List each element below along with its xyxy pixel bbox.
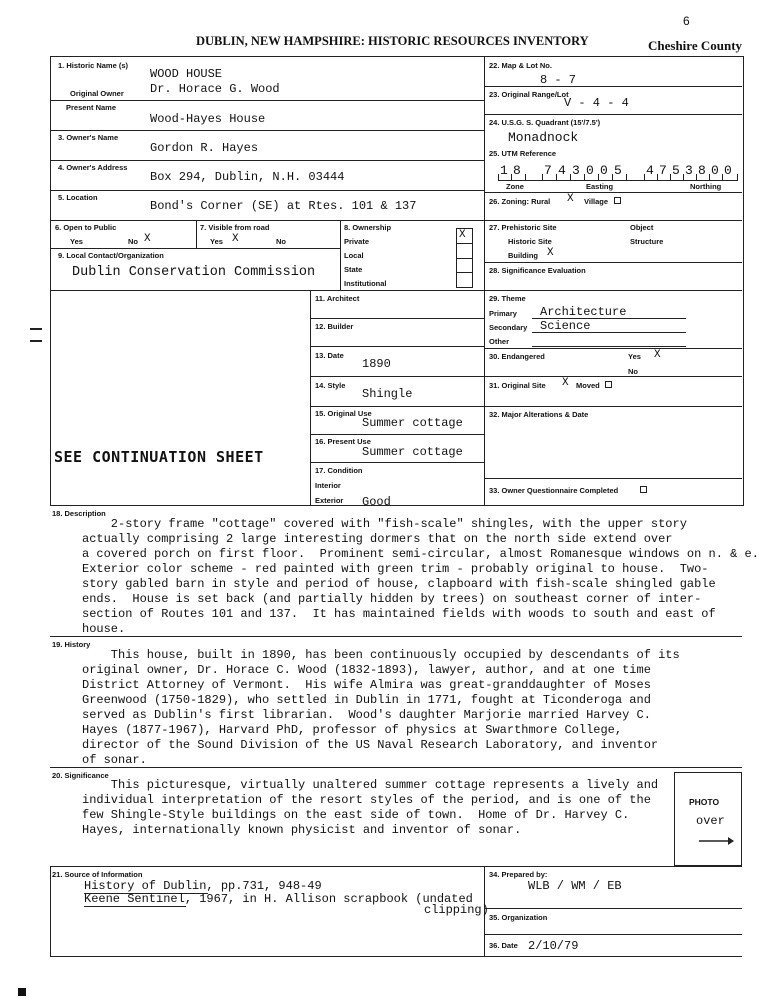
utm-tick — [644, 174, 645, 181]
utm-tick — [722, 174, 723, 181]
divider-row1 — [50, 100, 484, 101]
endangered-no: No — [628, 367, 638, 376]
ownership-mark: X — [459, 229, 466, 241]
value-exterior: Good — [362, 495, 391, 509]
label-date: 13. Date — [315, 351, 344, 360]
value-usgs-quadrant: Monadnock — [508, 130, 579, 145]
value-date-prepared: 2/10/79 — [528, 939, 579, 953]
utm-tick — [525, 174, 526, 181]
description-line: ends. House is set back (and partially hidden by trees) on southeast corner of inter- — [82, 592, 702, 606]
divider-r3 — [484, 192, 742, 193]
label-condition: 17. Condition — [315, 466, 363, 475]
open-public-mark: X — [144, 233, 151, 245]
value-present-name: Wood-Hayes House — [150, 112, 266, 126]
label-original-owner: Original Owner — [70, 89, 124, 98]
utm-northing-digit-2: 7 — [659, 163, 667, 178]
source-underline-2 — [84, 906, 186, 907]
description-line: a covered porch on first floor. Prominent semi-circular, almost Romanesque windows on n. & e. — [82, 547, 759, 561]
significance-line: individual interpretation of the resort styles of the period, and is one of the — [82, 793, 651, 807]
label-exterior: Exterior — [315, 496, 344, 505]
utm-northing-digit-5: 8 — [698, 163, 706, 178]
utm-northing-digit-1: 4 — [646, 163, 654, 178]
ownership-local: Local — [344, 251, 364, 260]
theme-other: Other — [489, 337, 510, 346]
utm-tick — [542, 174, 543, 181]
label-owners-name: 3. Owner's Name — [58, 133, 119, 142]
theme-secondary: Secondary — [489, 323, 528, 332]
photo-over: over — [696, 814, 725, 828]
divider-r10 — [484, 478, 742, 479]
divider-7-8 — [340, 220, 341, 290]
utm-zone-digit-1: 1 — [500, 163, 508, 178]
divider-row4 — [50, 190, 484, 191]
divider-bottom-top — [50, 866, 742, 867]
utm-northing-digit-3: 5 — [672, 163, 680, 178]
label-major-alterations: 32. Major Alterations & Date — [489, 410, 589, 419]
ownership-institutional: Institutional — [344, 279, 387, 288]
divider-history — [50, 767, 742, 768]
utm-zone-digit-2: 8 — [513, 163, 521, 178]
margin-mark — [30, 328, 42, 330]
label-location: 5. Location — [58, 193, 98, 202]
divider-r2 — [484, 114, 742, 115]
source-line-3: clipping) — [424, 903, 489, 917]
divider-row6 — [50, 248, 340, 249]
corner-mark — [18, 988, 26, 996]
label-present-use: 16. Present Use — [315, 437, 371, 446]
ownership-checkbox-sep1 — [456, 243, 472, 244]
significance-line: Hayes, internationally known physicist and inventor of sonar. — [82, 823, 522, 837]
visible-road-yes: Yes — [210, 237, 223, 246]
utm-northing-digit-6: 0 — [711, 163, 719, 178]
utm-tick — [626, 174, 627, 181]
page-number: 6 — [683, 14, 690, 28]
value-date: 1890 — [362, 357, 391, 371]
theme-primary-value: Architecture — [540, 305, 627, 319]
history-line: Hayes (1877-1967), Harvard PhD, professor of physics at Swarthmore College, — [82, 723, 623, 737]
visible-road-mark: X — [232, 233, 239, 245]
divider-bottom-left — [50, 866, 51, 956]
open-public-no: No — [128, 237, 138, 246]
divider-main-vertical — [484, 56, 485, 505]
endangered-yes: Yes — [628, 352, 641, 361]
label-endangered: 30. Endangered — [489, 352, 545, 361]
utm-tick — [657, 174, 658, 181]
value-owners-name: Gordon R. Hayes — [150, 141, 259, 155]
ownership-state: State — [344, 265, 363, 274]
description-line: section of Routes 101 and 137. It has maintained fields with woods to south and east of — [82, 607, 716, 621]
utm-northing-digit-7: 0 — [724, 163, 732, 178]
history-line: director of the Sound Division of the US Naval Research Laboratory, and inventor — [82, 738, 659, 752]
label-significance: 20. Significance — [52, 771, 109, 780]
utm-tick — [556, 174, 557, 181]
utm-tick — [598, 174, 599, 181]
divider-35 — [484, 934, 742, 935]
continuation-note: SEE CONTINUATION SHEET — [54, 448, 264, 466]
divider-6-7 — [196, 220, 197, 248]
label-original-range-lot: 23. Original Range/Lot — [489, 90, 569, 99]
utm-tick — [570, 174, 571, 181]
label-zoning: 26. Zoning: Rural — [489, 197, 551, 206]
divider-r8 — [484, 376, 742, 377]
utm-tick — [696, 174, 697, 181]
description-line: story gabled barn in style and period of house, clapboard with fish-scale shingled gable — [82, 577, 716, 591]
divider-r5 — [484, 262, 742, 263]
site-structure: Structure — [630, 237, 664, 246]
margin-mark — [30, 340, 42, 342]
original-site-moved: Moved — [576, 381, 600, 390]
utm-tick — [612, 174, 613, 181]
utm-easting-digit-1: 7 — [544, 163, 552, 178]
description-line: actually comprising 2 large interesting dormers that on the north side extend over — [82, 532, 673, 546]
divider-11 — [310, 318, 484, 319]
value-owners-address: Box 294, Dublin, N.H. 03444 — [150, 170, 345, 184]
visible-road-no: No — [276, 237, 286, 246]
photo-label: PHOTO — [689, 797, 720, 807]
value-historic-name: WOOD HOUSE — [150, 67, 223, 81]
utm-easting-digit-5: 0 — [600, 163, 608, 178]
utm-easting-digit-2: 4 — [558, 163, 566, 178]
divider-row2 — [50, 130, 484, 131]
utm-tick — [511, 174, 512, 181]
source-line-1: History of Dublin, pp.731, 948-49 — [84, 879, 322, 893]
value-original-range-lot: V - 4 - 4 — [564, 96, 629, 110]
utm-northing-digit-4: 3 — [685, 163, 693, 178]
history-line: District Attorney of Vermont. His wife Almira was great-granddaughter of Moses — [82, 678, 651, 692]
ownership-checkbox-sep2 — [456, 258, 472, 259]
zoning-rural-mark: X — [567, 193, 574, 205]
value-map-lot: 8 - 7 — [540, 73, 577, 87]
value-original-owner: Dr. Horace G. Wood — [150, 82, 280, 96]
site-historic: Historic Site — [508, 237, 552, 246]
divider-r7 — [484, 348, 742, 349]
utm-tick — [683, 174, 684, 181]
divider-description — [50, 636, 742, 637]
label-builder: 12. Builder — [315, 322, 354, 331]
label-original-use: 15. Original Use — [315, 409, 372, 418]
utm-easting-label: Easting — [586, 182, 614, 191]
history-line: This house, built in 1890, has been continuously occupied by descendants of its — [82, 648, 680, 662]
value-local-contact: Dublin Conservation Commission — [72, 265, 316, 280]
divider-14 — [310, 406, 484, 407]
description-line: Exterior color scheme - red painted with green trim - probably original to house. Two- — [82, 562, 709, 576]
divider-r9 — [484, 406, 742, 407]
label-organization: 35. Organization — [489, 913, 548, 922]
label-significance-evaluation: 28. Significance Evaluation — [489, 266, 586, 275]
label-map-lot: 22. Map & Lot No. — [489, 61, 552, 70]
divider-r6 — [484, 290, 742, 291]
original-site-mark: X — [562, 377, 569, 389]
label-prehistoric-site: 27. Prehistoric Site — [489, 223, 557, 232]
description-line: 2-story frame "cottage" covered with "fish-scale" shingles, with the upper story — [82, 517, 687, 531]
divider-row3 — [50, 160, 484, 161]
arrow-right-icon — [698, 834, 734, 846]
value-location: Bond's Corner (SE) at Rtes. 101 & 137 — [150, 199, 417, 213]
label-present-name: Present Name — [66, 103, 117, 112]
value-original-use: Summer cottage — [362, 416, 463, 430]
theme-primary: Primary — [489, 309, 517, 318]
label-date-prepared: 36. Date — [489, 941, 518, 950]
divider-12 — [310, 346, 484, 347]
label-utm-reference: 25. UTM Reference — [489, 149, 557, 158]
label-theme: 29. Theme — [489, 294, 526, 303]
label-source: 21. Source of Information — [52, 870, 143, 879]
label-visible-from-road: 7. Visible from road — [200, 223, 270, 232]
utm-tick — [737, 174, 738, 181]
utm-northing-label: Northing — [690, 182, 722, 191]
description-line: house. — [82, 622, 126, 636]
source-line-2: Keene Sentinel, 1967, in H. Allison scrapbook (undated — [84, 892, 473, 906]
utm-zone-label: Zone — [506, 182, 524, 191]
label-owners-address: 4. Owner's Address — [58, 163, 128, 172]
utm-tick — [584, 174, 585, 181]
label-owner-questionnaire: 33. Owner Questionnaire Completed — [489, 486, 619, 495]
zoning-village: Village — [584, 197, 609, 206]
label-description: 18. Description — [52, 509, 106, 518]
owner-questionnaire-checkbox — [640, 486, 647, 493]
label-architect: 11. Architect — [315, 294, 360, 303]
label-interior: Interior — [315, 481, 341, 490]
divider-row7 — [50, 290, 484, 291]
value-prepared-by: WLB / WM / EB — [528, 879, 622, 893]
divider-15 — [310, 434, 484, 435]
history-line: of sonar. — [82, 753, 147, 767]
divider-bottom-end — [50, 956, 742, 957]
ownership-private: Private — [344, 237, 370, 246]
history-line: served as Dublin's first librarian. Wood's daughter Marjorie married Harvey C. — [82, 708, 651, 722]
utm-easting-digit-4: 0 — [586, 163, 594, 178]
county-label: Cheshire County — [648, 38, 743, 53]
site-building: Building — [508, 251, 538, 260]
divider-34 — [484, 908, 742, 909]
utm-baseline — [498, 180, 738, 181]
divider-16 — [310, 462, 484, 463]
label-local-contact: 9. Local Contact/Organization — [58, 251, 164, 260]
label-ownership: 8. Ownership — [344, 223, 392, 232]
label-historic-name: 1. Historic Name (s) — [58, 61, 129, 70]
utm-easting-digit-6: 5 — [614, 163, 622, 178]
divider-r1 — [484, 86, 742, 87]
utm-easting-digit-3: 3 — [572, 163, 580, 178]
significance-line: This picturesque, virtually unaltered summer cottage represents a lively and — [82, 778, 659, 792]
site-building-mark: X — [547, 247, 554, 259]
divider-row5 — [50, 220, 484, 221]
label-open-to-public: 6. Open to Public — [55, 223, 117, 232]
value-present-use: Summer cottage — [362, 445, 463, 459]
site-object: Object — [630, 223, 654, 232]
utm-tick — [498, 174, 499, 181]
moved-checkbox — [605, 381, 612, 388]
value-style: Shingle — [362, 387, 413, 401]
label-history: 19. History — [52, 640, 91, 649]
history-line: Greenwood (1750-1829), who settled in Dublin in 1771, fought at Ticonderoga and — [82, 693, 651, 707]
theme-secondary-line — [532, 332, 686, 333]
theme-other-line — [532, 346, 686, 347]
utm-tick — [670, 174, 671, 181]
divider-r4 — [484, 220, 742, 221]
divider-13 — [310, 376, 484, 377]
label-style: 14. Style — [315, 381, 346, 390]
divider-mid-left — [310, 290, 311, 505]
label-original-site: 31. Original Site — [489, 381, 546, 390]
history-line: original owner, Dr. Horace C. Wood (1832-1893), lawyer, author, and at one time — [82, 663, 651, 677]
theme-secondary-value: Science — [540, 319, 591, 333]
label-prepared-by: 34. Prepared by: — [489, 870, 548, 879]
significance-line: few Shingle-Style buildings on the east side of town. Home of Dr. Harvey C. — [82, 808, 630, 822]
form-title: DUBLIN, NEW HAMPSHIRE: HISTORIC RESOURCES INVENTORY — [196, 34, 589, 48]
label-usgs-quadrant: 24. U.S.G. S. Quadrant (15'/7.5') — [489, 118, 601, 127]
utm-tick — [709, 174, 710, 181]
zoning-village-checkbox — [614, 197, 621, 204]
endangered-mark: X — [654, 349, 661, 361]
ownership-checkbox-sep3 — [456, 272, 472, 273]
open-public-yes: Yes — [70, 237, 83, 246]
